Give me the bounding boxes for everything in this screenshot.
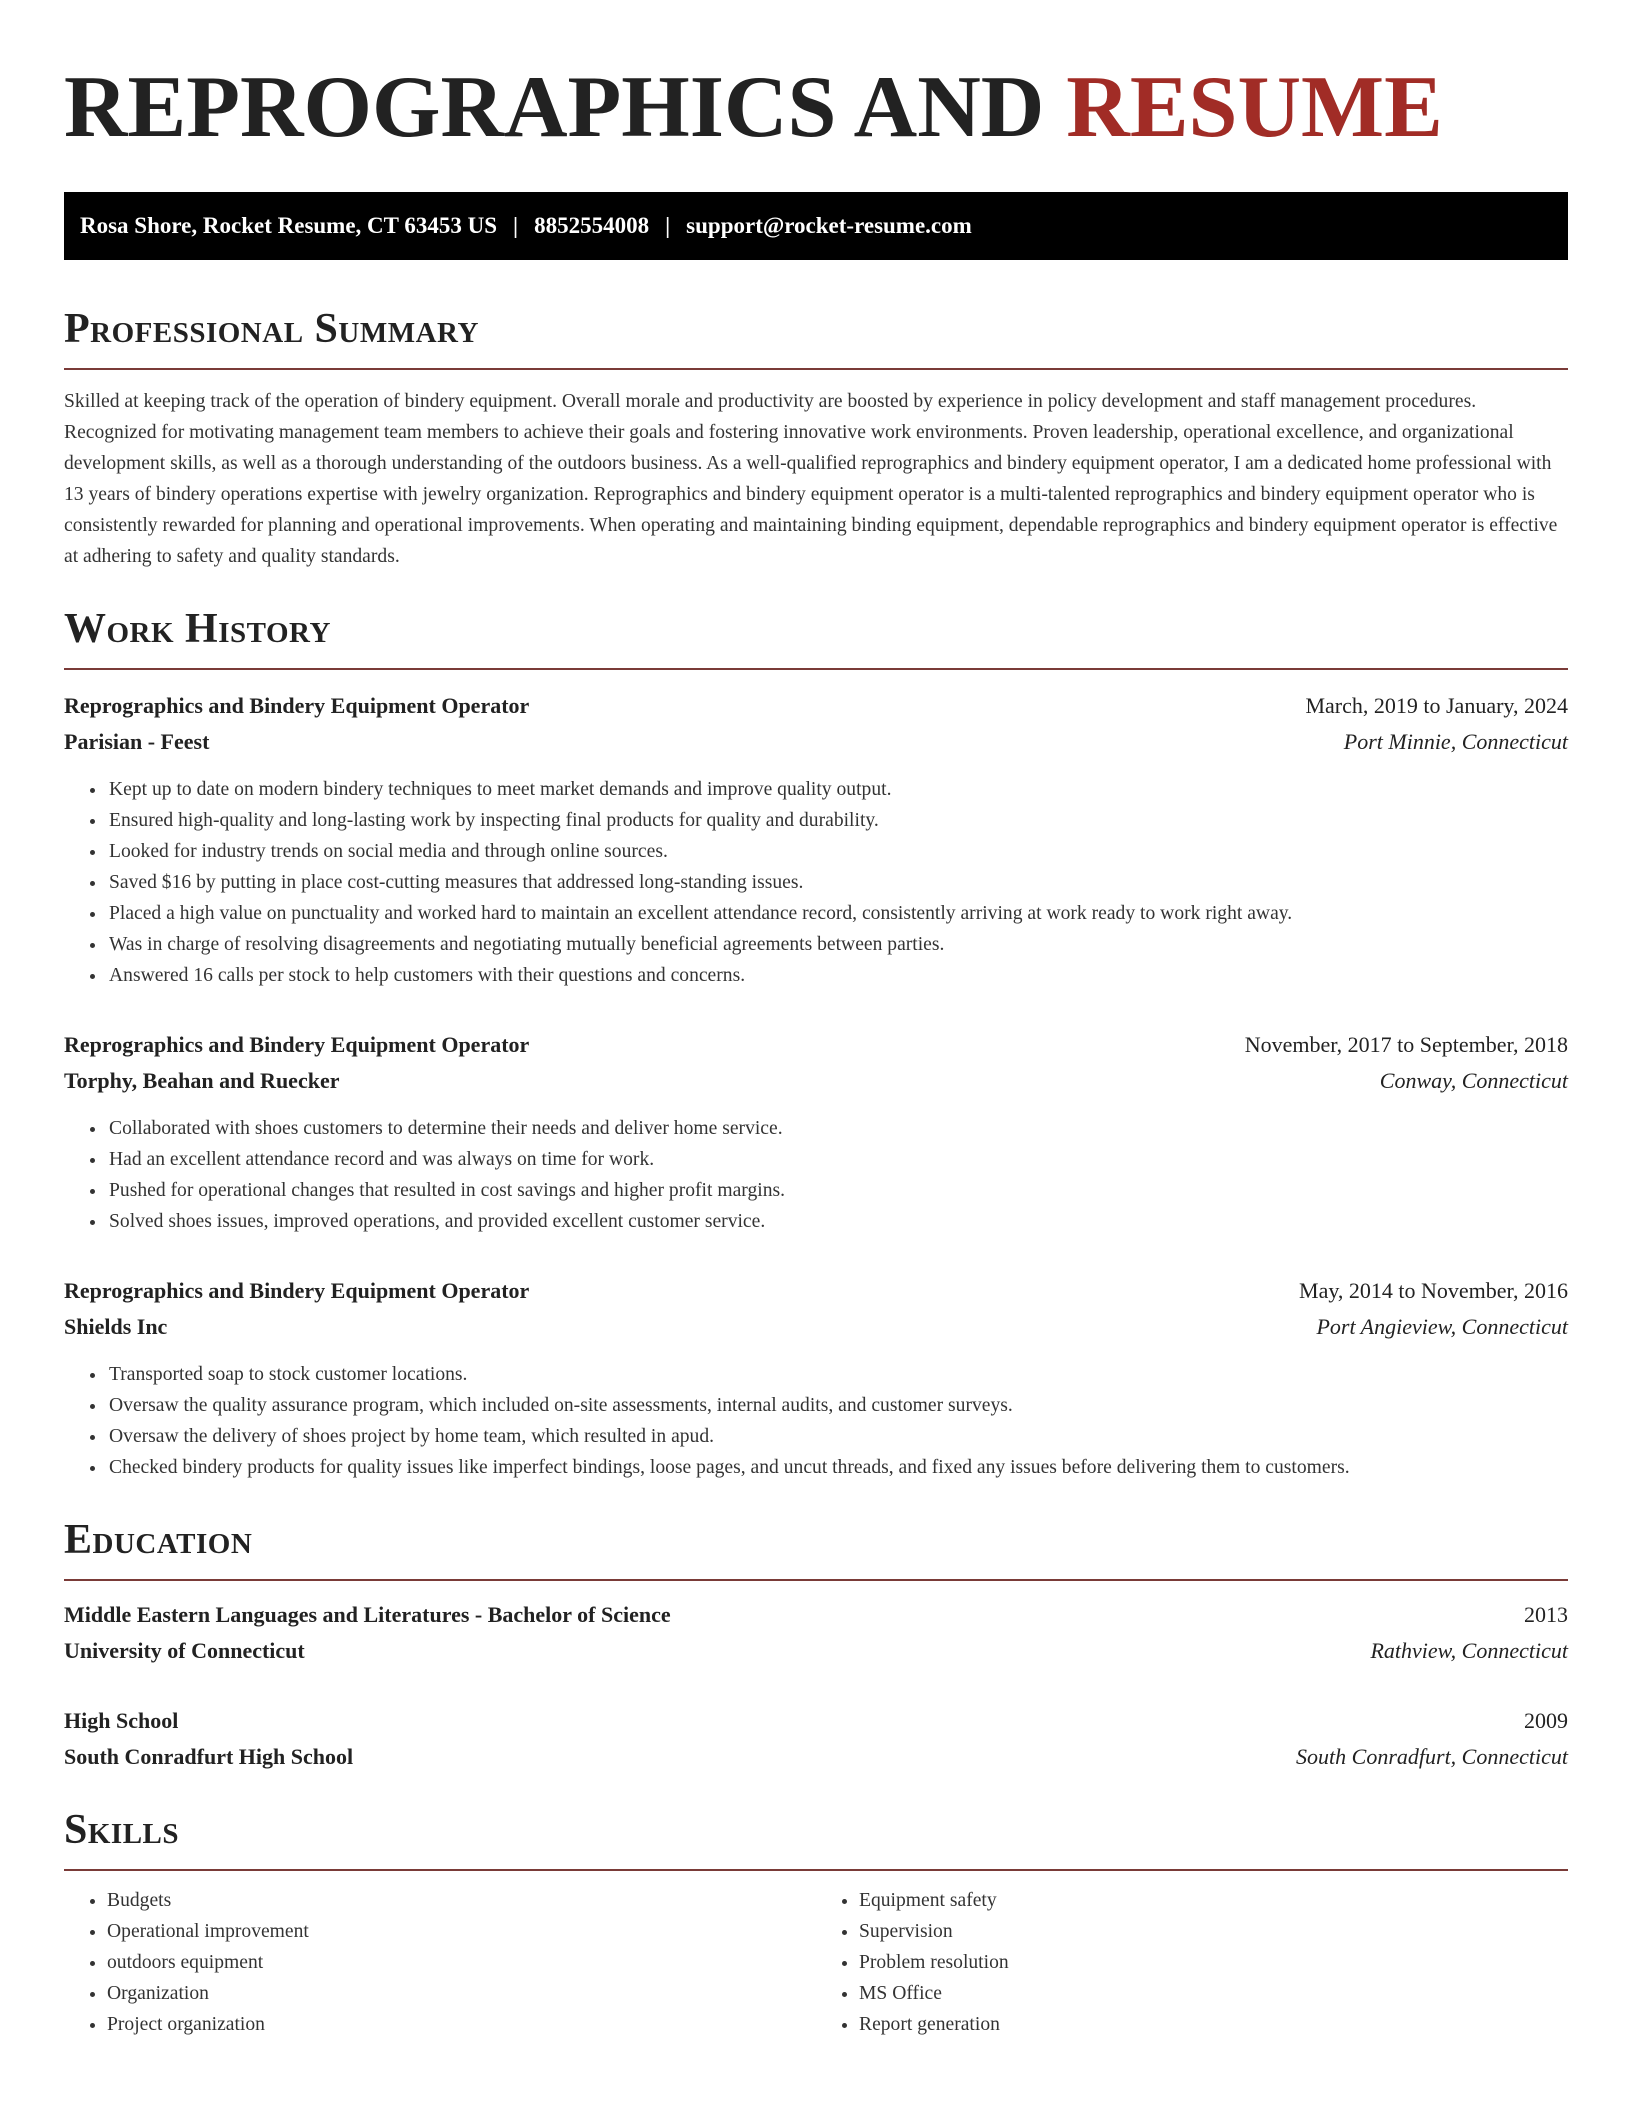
education-school: University of Connecticut: [64, 1638, 305, 1663]
education-entry: [64, 1597, 1568, 1669]
job-header-row: [64, 688, 1568, 724]
job-bullet: • Checked bindery products for quality issues like imperfect bindings, loose pages, and uncut threads, and fixed any issues before delivering them to customers.: [107, 1452, 1568, 1483]
job-bullet: • Ensured high-quality and long-lasting work by inspecting final products for quality and durability.: [107, 805, 1568, 836]
job-bullet: • Looked for industry trends on social media and through online sources.: [107, 836, 1568, 867]
contact-email: support@rocket-resume.com: [686, 213, 972, 238]
job-location: Conway, Connecticut: [1379, 1068, 1568, 1093]
professional-summary-section: [64, 304, 1568, 572]
skills-grid: [64, 1885, 1568, 2040]
job-company: Shields Inc: [64, 1314, 168, 1339]
skill-item: • Equipment safety: [859, 1885, 1568, 1916]
education-school-row: [64, 1739, 1568, 1775]
skill-item: • Supervision: [859, 1916, 1568, 1947]
job-bullet: • Transported soap to stock customer locations.: [107, 1359, 1568, 1390]
skill-item: • outdoors equipment: [107, 1947, 816, 1978]
job-entry: [64, 1027, 1568, 1237]
education-list: [64, 1597, 1568, 1775]
summary-text: Skilled at keeping track of the operation of bindery equipment. Overall morale and productivity are boosted by experience in policy development and staff management procedures. Recognized for motivating management team members to achieve their goals and fostering innovative work environments. Proven leadership, operational excellence, and organizational development skills, as well as a thorough understanding of the outdoors business. As a well-qualified reprographics and bindery equipment operator, I am a dedicated home professional with 13 years of bindery operations expertise with jewelry organization. Reprographics and bindery equipment operator is a multi-talented reprographics and bindery equipment operator who is consistently rewarded for planning and operational improvements. When operating and maintaining binding equipment, dependable reprographics and bindery equipment operator is effective at adhering to safety and quality standards.: [64, 391, 1558, 567]
skill-item: • Problem resolution: [859, 1947, 1568, 1978]
section-divider: [64, 668, 1568, 670]
job-bullet: • Oversaw the quality assurance program, which included on-site assessments, internal audits, and customer surveys.: [107, 1390, 1568, 1421]
skill-item: • Operational improvement: [107, 1916, 816, 1947]
job-location: Port Angieview, Connecticut: [1316, 1314, 1568, 1339]
contact-address: Rosa Shore, Rocket Resume, CT 63453 US: [80, 213, 497, 238]
work-history-section: [64, 604, 1568, 1483]
job-dates: March, 2019 to January, 2024: [1305, 693, 1568, 718]
skill-item: • Project organization: [107, 2009, 816, 2040]
job-entry: [64, 688, 1568, 991]
job-company-row: [64, 1063, 1568, 1099]
job-bullet: • Was in charge of resolving disagreements and negotiating mutually beneficial agreements between parties.: [107, 929, 1568, 960]
section-divider: [64, 1579, 1568, 1581]
job-bullet: • Oversaw the delivery of shoes project by home team, which resulted in apud.: [107, 1421, 1568, 1452]
job-title: Reprographics and Bindery Equipment Operator: [64, 1278, 530, 1303]
education-school: South Conradfurt High School: [64, 1744, 354, 1769]
job-bullet: • Solved shoes issues, improved operations, and provided excellent customer service.: [107, 1206, 1568, 1237]
education-location: South Conradfurt, Connecticut: [1296, 1744, 1568, 1769]
job-company: Parisian - Feest: [64, 729, 210, 754]
title-accent: RESUME: [1066, 59, 1443, 156]
skills-section: [64, 1805, 1568, 2040]
education-year: 2013: [1524, 1602, 1568, 1627]
job-dates: November, 2017 to September, 2018: [1244, 1032, 1568, 1057]
job-bullet-list: [64, 1113, 1568, 1237]
section-heading-work: Work History: [64, 606, 331, 652]
title-main: REPROGRAPHICS AND: [64, 59, 1067, 156]
education-header-row: [64, 1597, 1568, 1633]
job-company-row: [64, 1309, 1568, 1345]
job-list: [64, 688, 1568, 1483]
job-bullet-list: [64, 774, 1568, 991]
job-title: Reprographics and Bindery Equipment Operator: [64, 693, 530, 718]
job-bullet: • Kept up to date on modern bindery techniques to meet market demands and improve quality output.: [107, 774, 1568, 805]
job-bullet: • Pushed for operational changes that resulted in cost savings and higher profit margins.: [107, 1175, 1568, 1206]
job-company-row: [64, 724, 1568, 760]
job-bullet: • Placed a high value on punctuality and worked hard to maintain an excellent attendance record, consistently arriving at work ready to work right away.: [107, 898, 1568, 929]
job-bullet: • Answered 16 calls per stock to help customers with their questions and concerns.: [107, 960, 1568, 991]
education-entry: [64, 1703, 1568, 1775]
education-section: [64, 1515, 1568, 1775]
contact-separator: |: [665, 213, 671, 238]
job-bullet: • Collaborated with shoes customers to determine their needs and deliver home service.: [107, 1113, 1568, 1144]
education-year: 2009: [1524, 1708, 1568, 1733]
contact-separator: |: [513, 213, 519, 238]
contact-phone: 8852554008: [534, 213, 650, 238]
education-degree: Middle Eastern Languages and Literatures - Bachelor of Science: [64, 1602, 671, 1627]
resume-title: [64, 56, 1568, 154]
section-divider: [64, 1869, 1568, 1871]
job-entry: [64, 1273, 1568, 1483]
education-location: Rathview, Connecticut: [1370, 1638, 1568, 1663]
job-dates: May, 2014 to November, 2016: [1299, 1278, 1568, 1303]
job-company: Torphy, Beahan and Ruecker: [64, 1068, 340, 1093]
education-header-row: [64, 1703, 1568, 1739]
section-heading-summary: Professional Summary: [64, 306, 479, 352]
skill-item: • Organization: [107, 1978, 816, 2009]
skill-item: • MS Office: [859, 1978, 1568, 2009]
skill-item: • Budgets: [107, 1885, 816, 1916]
job-header-row: [64, 1027, 1568, 1063]
skill-item: • Report generation: [859, 2009, 1568, 2040]
job-title: Reprographics and Bindery Equipment Operator: [64, 1032, 530, 1057]
job-bullet-list: [64, 1359, 1568, 1483]
section-divider: [64, 368, 1568, 370]
job-bullet: • Had an excellent attendance record and was always on time for work.: [107, 1144, 1568, 1175]
education-degree: High School: [64, 1708, 179, 1733]
education-school-row: [64, 1633, 1568, 1669]
job-header-row: [64, 1273, 1568, 1309]
job-bullet: • Saved $16 by putting in place cost-cutting measures that addressed long-standing issues.: [107, 867, 1568, 898]
skills-column-right: [816, 1885, 1568, 2040]
contact-bar: [64, 192, 1568, 260]
section-heading-skills: Skills: [64, 1807, 180, 1853]
section-heading-education: Education: [64, 1517, 253, 1563]
job-location: Port Minnie, Connecticut: [1343, 729, 1568, 754]
skills-column-left: [64, 1885, 816, 2040]
